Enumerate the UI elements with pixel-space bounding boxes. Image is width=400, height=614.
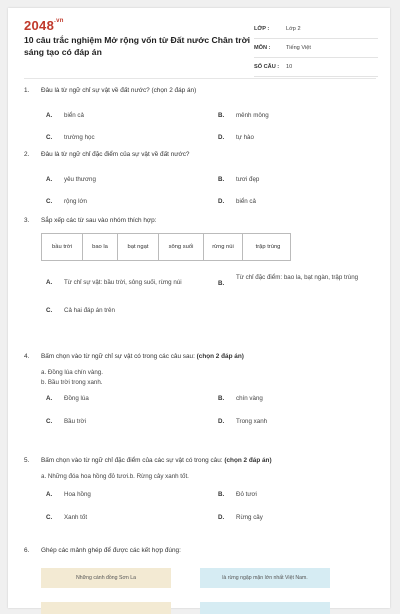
question-title: 1. Đâu là từ ngữ chỉ sự vật về đất nước? (chọn 2 đáp án) — [24, 87, 197, 94]
word-chip[interactable]: bầu trời — [42, 234, 83, 260]
document-header — [8, 8, 390, 78]
option-a[interactable]: A. yêu thương — [46, 176, 96, 183]
word-bank — [41, 233, 291, 261]
word-chip[interactable]: rừng núi — [204, 234, 243, 260]
match-piece-right[interactable]: là rừng ngập mặn lớn nhất Việt Nam. — [200, 568, 330, 588]
match-piece-left[interactable]: Những cánh đồng Sơn La — [41, 568, 171, 588]
question-2 — [24, 150, 380, 205]
question-3 — [24, 216, 380, 314]
meta-info — [254, 20, 378, 77]
question-title: 5. Bấm chọn vào từ ngữ chỉ đặc điểm của các sự vật có trong câu: (chọn 2 đáp án) — [24, 457, 272, 464]
option-c[interactable]: C. trường học — [46, 134, 95, 141]
option-d[interactable]: D. biển cả — [218, 198, 256, 205]
option-c[interactable]: C. Bầu trời — [46, 418, 86, 425]
option-c[interactable]: C. Cả hai đáp án trên — [46, 307, 115, 314]
word-chip[interactable]: sông suối — [159, 234, 204, 260]
option-b[interactable]: B. Từ chỉ đặc điểm: bao la, bạt ngàn, trập trùng — [218, 274, 359, 287]
option-a[interactable]: A. biển cả — [46, 112, 84, 119]
question-5 — [24, 456, 380, 521]
option-a[interactable]: A. Hoa hồng — [46, 491, 91, 498]
option-a[interactable]: A. Từ chỉ sự vật: bầu trời, sông suối, rừng núi — [46, 279, 182, 286]
word-chip[interactable]: bạt ngạt — [118, 234, 159, 260]
option-d[interactable]: D. Rừng cây — [218, 514, 263, 521]
match-piece-right-2[interactable] — [200, 602, 330, 614]
word-chip[interactable]: trập trùng — [255, 244, 281, 250]
page-title: 10 câu trắc nghiệm Mở rộng vốn từ Đất nước Chân trời sáng tạo có đáp án — [24, 35, 251, 57]
option-d[interactable]: D. Trong xanh — [218, 418, 268, 425]
option-b[interactable]: B. Đỏ tươi — [218, 491, 257, 498]
passage-line: b. Bầu trời trong xanh. — [41, 379, 103, 386]
option-c[interactable]: C. Xanh tốt — [46, 514, 88, 521]
option-b[interactable]: B. chín vàng — [218, 395, 263, 402]
document-page — [8, 8, 390, 608]
site-logo[interactable]: $2048^{.vn}$ — [24, 18, 64, 33]
question-title: 2. Đâu là từ ngữ chỉ đặc điểm của sự vật về đất nước? — [24, 151, 190, 158]
question-title: 3. Sắp xếp các từ sau vào nhóm thích hợp: — [24, 217, 157, 224]
question-1 — [24, 86, 380, 141]
question-6 — [24, 546, 380, 581]
word-chip[interactable]: bao la — [83, 234, 118, 260]
question-4 — [24, 352, 380, 425]
match-piece-left-2[interactable] — [41, 602, 171, 614]
option-c[interactable]: C. rộng lớn — [46, 198, 87, 205]
question-title: 6. Ghép các mảnh ghép để được các kết hợp đúng: — [24, 547, 181, 554]
meta-row-count: SỐ CÂU : 10 — [254, 58, 378, 77]
meta-row-subject: MÔN : Tiếng Việt — [254, 39, 378, 58]
option-d[interactable]: D. tự hào — [218, 134, 254, 141]
option-b[interactable]: B. tươi đẹp — [218, 176, 260, 183]
passage-line: a. Đồng lúa chín vàng. — [41, 369, 103, 376]
option-a[interactable]: A. Đồng lúa — [46, 395, 89, 402]
option-b[interactable]: B. mênh mông — [218, 112, 269, 119]
meta-row-class: LỚP : Lớp 2 — [254, 20, 378, 39]
header-divider — [24, 78, 376, 79]
passage-line: a. Những đóa hoa hồng đỏ tươi.b. Rừng cây xanh tốt. — [41, 473, 189, 480]
question-title: 4. Bấm chọn vào từ ngữ chỉ sự vật có trong các câu sau: (chọn 2 đáp án) — [24, 353, 244, 360]
